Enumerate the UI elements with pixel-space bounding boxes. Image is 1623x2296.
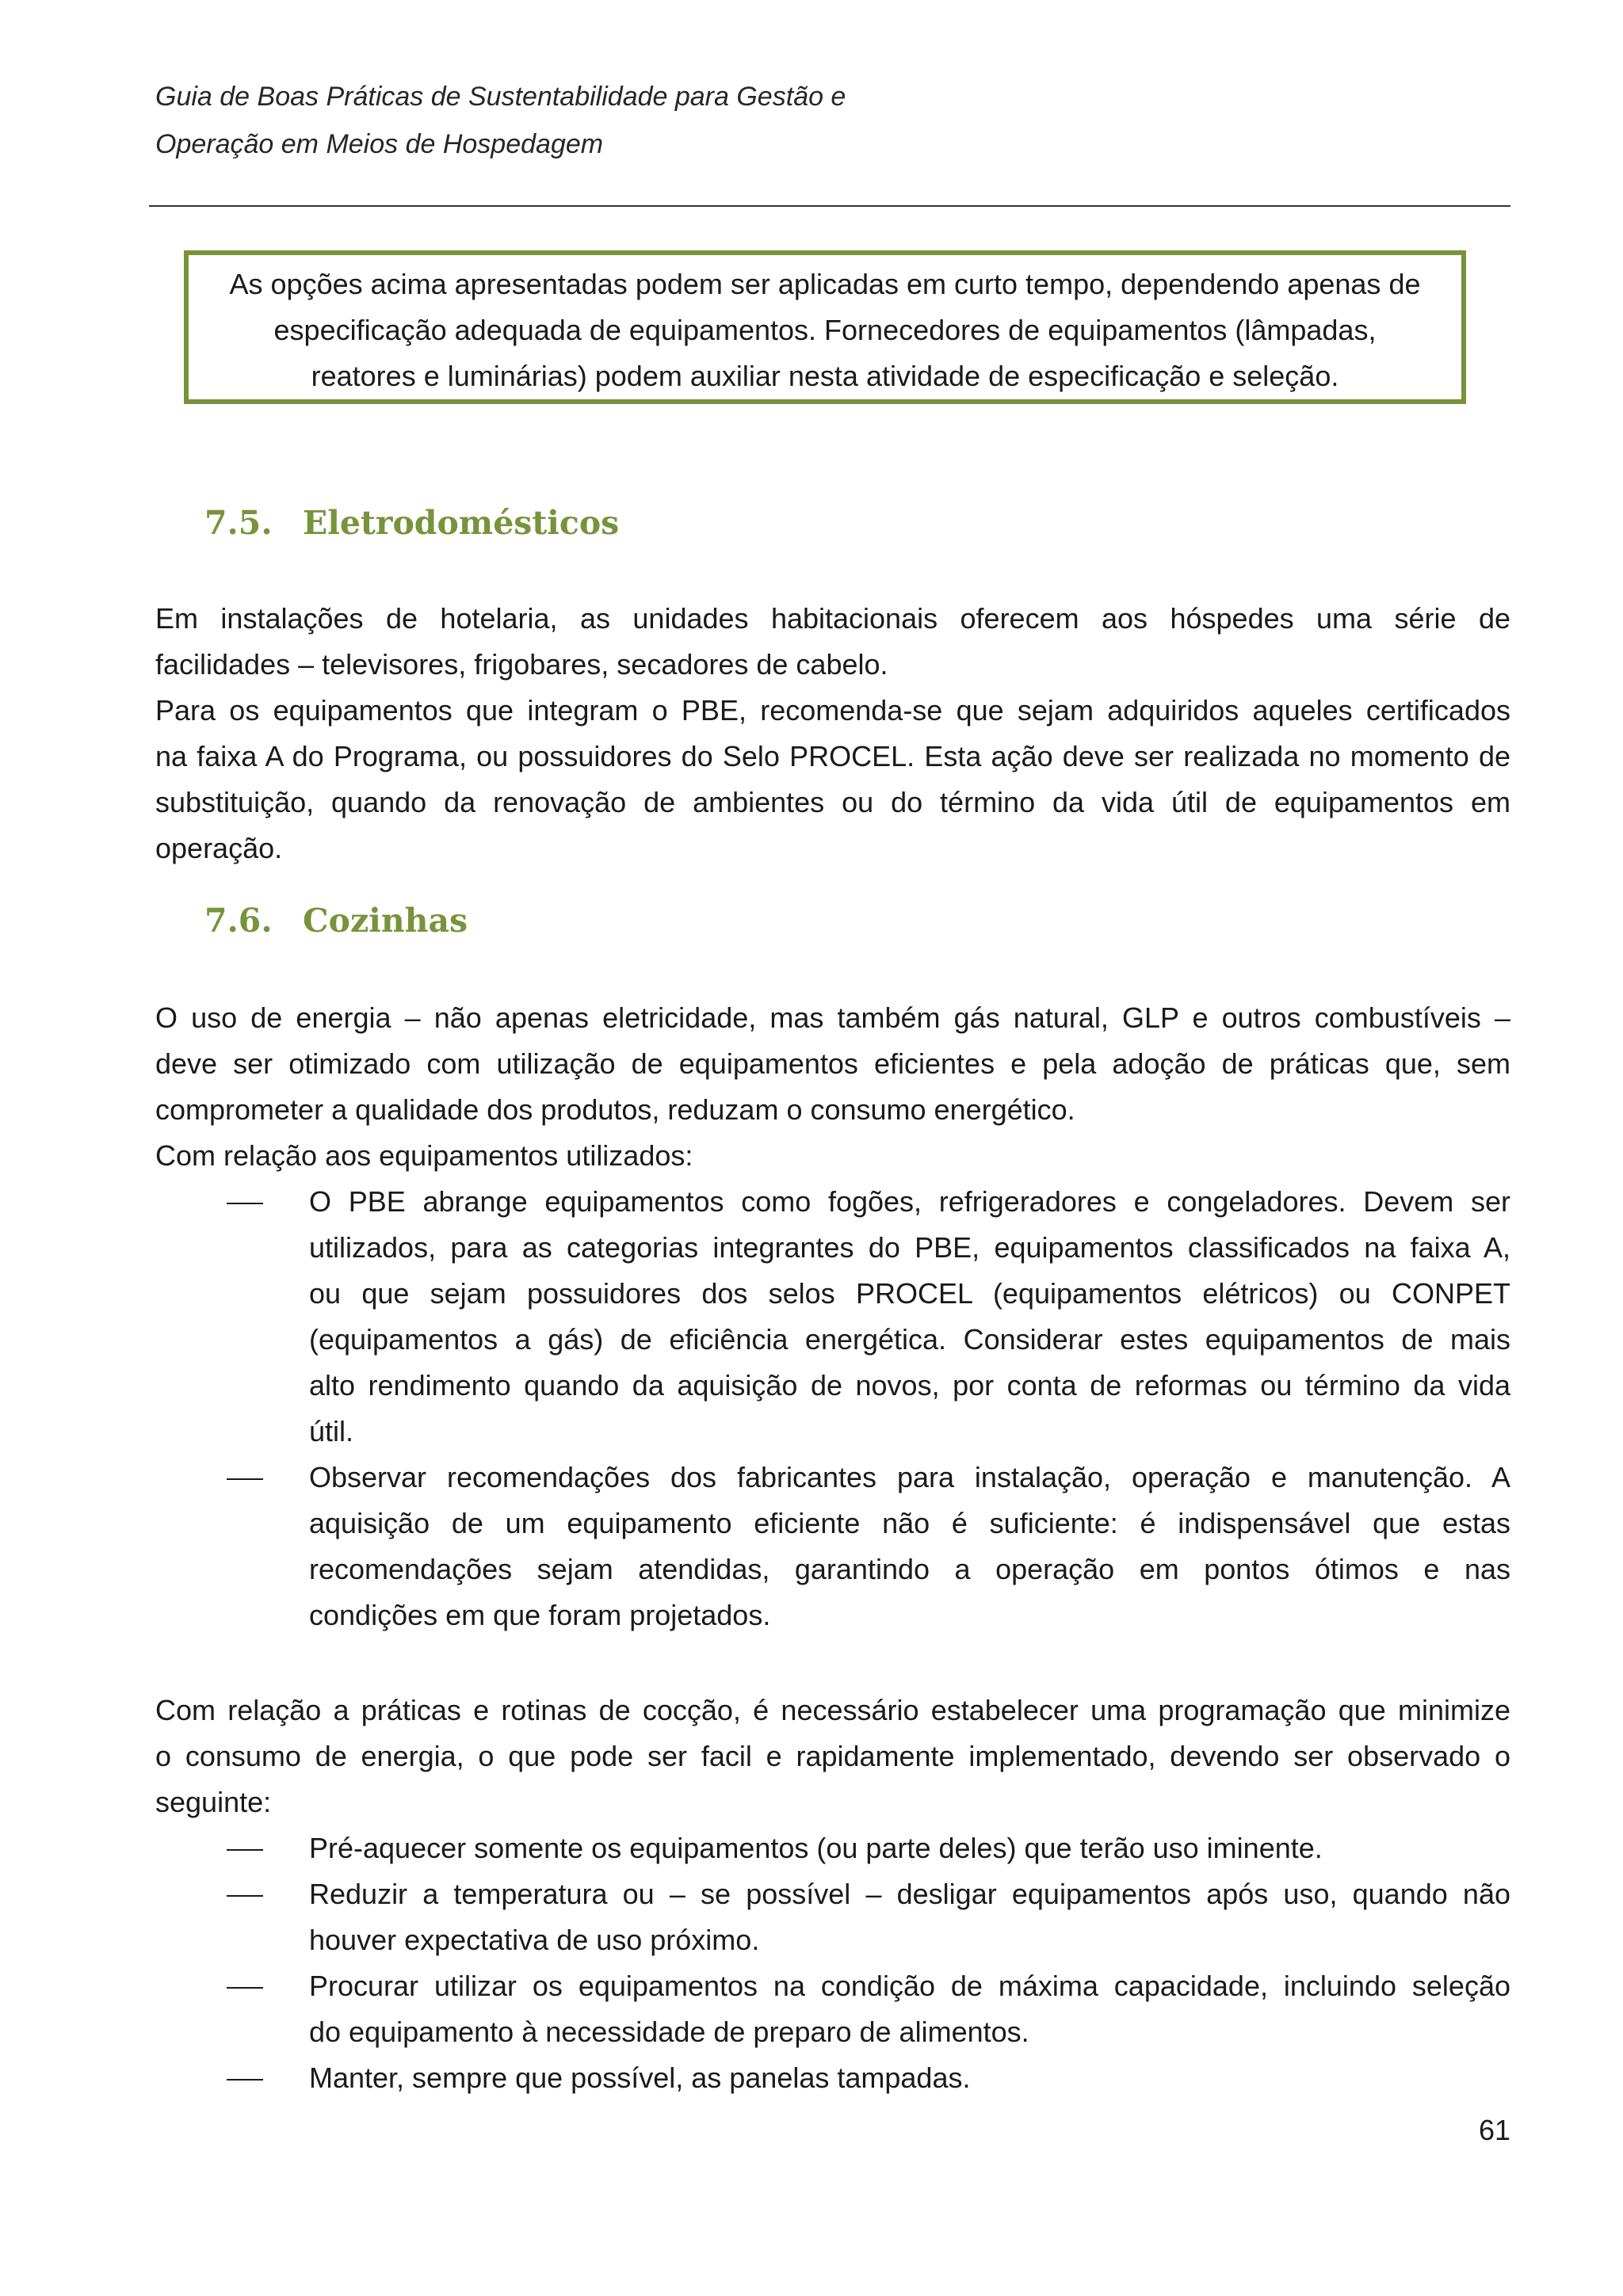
bullet-line: útil. <box>309 1415 354 1447</box>
bullet-line: (equipamentos a gás) de eficiência energética. Considerar estes equipamentos de mais <box>309 1323 1510 1356</box>
bullet-line: Manter, sempre que possível, as panelas tampadas. <box>309 2061 971 2094</box>
bullet-line: Observar recomendações dos fabricantes para instalação, operação e manutenção. A <box>309 1461 1510 1493</box>
page-number: 61 <box>1478 2114 1510 2146</box>
callout-line: reatores e luminárias) podem auxiliar nesta atividade de especificação e seleção. <box>311 360 1339 392</box>
section-7-6-intro <box>155 995 1510 1179</box>
bullet-line: do equipamento à necessidade de preparo de alimentos. <box>309 2016 1029 2048</box>
bullet-line: aquisição de um equipamento eficiente não é suficiente: é indispensável que estas <box>309 1507 1510 1539</box>
header-title-line-1: Guia de Boas Práticas de Sustentabilidade para Gestão e <box>155 82 846 112</box>
callout-line: As opções acima apresentadas podem ser aplicadas em curto tempo, dependendo apenas de <box>229 268 1421 300</box>
list-item <box>155 1455 1510 1638</box>
paragraph-line: comprometer a qualidade dos produtos, reduzam o consumo energético. <box>155 1093 1075 1126</box>
list-item <box>155 2055 1510 2101</box>
list-item <box>155 1825 1510 1871</box>
callout-box <box>184 250 1466 404</box>
callout-line: especificação adequada de equipamentos. Fornecedores de equipamentos (lâmpadas, <box>273 314 1377 346</box>
bullet-line: O PBE abrange equipamentos como fogões, refrigeradores e congeladores. Devem ser <box>309 1185 1510 1218</box>
bullet-line: houver expectativa de uso próximo. <box>309 1924 760 1956</box>
paragraph-line: Com relação a práticas e rotinas de cocção, é necessário estabelecer uma programação que minimize <box>155 1694 1510 1726</box>
bullet-line: recomendações sejam atendidas, garantindo a operação em pontos ótimos e nas <box>309 1553 1510 1585</box>
bullet-line: condições em que foram projetados. <box>309 1599 771 1631</box>
bullet-line: ou que sejam possuidores dos selos PROCEL (equipamentos elétricos) ou CONPET <box>309 1277 1510 1310</box>
list-item <box>155 1963 1510 2055</box>
bullet-line: Reduzir a temperatura ou – se possível – desligar equipamentos após uso, quando não <box>309 1878 1510 1910</box>
section-heading-7-5 <box>204 504 619 542</box>
section-title: Cozinhas <box>303 902 468 940</box>
paragraph-line: o consumo de energia, o que pode ser facil e rapidamente implementado, devendo ser observado o <box>155 1740 1510 1772</box>
bullet-line: Procurar utilizar os equipamentos na condição de máxima capacidade, incluindo seleção <box>309 1970 1510 2002</box>
header-divider <box>149 205 1510 207</box>
bullet-line: utilizados, para as categorias integrantes do PBE, equipamentos classificados na faixa A, <box>309 1231 1510 1264</box>
paragraph-line: facilidades – televisores, frigobares, secadores de cabelo. <box>155 648 888 681</box>
paragraph-line: Em instalações de hotelaria, as unidades habitacionais oferecem aos hóspedes uma série de <box>155 602 1510 635</box>
equipment-bullet-list <box>155 1179 1510 1638</box>
paragraph-line: O uso de energia – não apenas eletricidade, mas também gás natural, GLP e outros combustíveis – <box>155 1001 1510 1034</box>
section-number: 7.5. <box>204 504 273 542</box>
list-item <box>155 1179 1510 1455</box>
paragraph-line: Com relação aos equipamentos utilizados: <box>155 1139 693 1172</box>
section-heading-7-6 <box>204 902 468 940</box>
practice-bullet-list <box>155 1825 1510 2101</box>
section-title: Eletrodomésticos <box>303 504 620 542</box>
paragraph-line: na faixa A do Programa, ou possuidores do Selo PROCEL. Esta ação deve ser realizada no momento de <box>155 740 1510 772</box>
section-7-5-paragraph <box>155 596 1510 871</box>
paragraph-line: operação. <box>155 832 283 864</box>
paragraph-line: deve ser otimizado com utilização de equipamentos eficientes e pela adoção de práticas que, sem <box>155 1047 1510 1080</box>
header-title-line-2: Operação em Meios de Hospedagem <box>155 129 604 159</box>
section-7-6-practices <box>155 1688 1510 1825</box>
paragraph-line: seguinte: <box>155 1786 272 1818</box>
running-header <box>155 73 1503 168</box>
section-number: 7.6. <box>204 902 273 940</box>
paragraph-line: substituição, quando da renovação de ambientes ou do término da vida útil de equipamentos em <box>155 786 1510 818</box>
bullet-line: Pré-aquecer somente os equipamentos (ou parte deles) que terão uso iminente. <box>309 1832 1323 1864</box>
list-item <box>155 1871 1510 1963</box>
paragraph-line: Para os equipamentos que integram o PBE, recomenda-se que sejam adquiridos aqueles certificados <box>155 694 1510 727</box>
bullet-line: alto rendimento quando da aquisição de novos, por conta de reformas ou término da vida <box>309 1369 1510 1402</box>
